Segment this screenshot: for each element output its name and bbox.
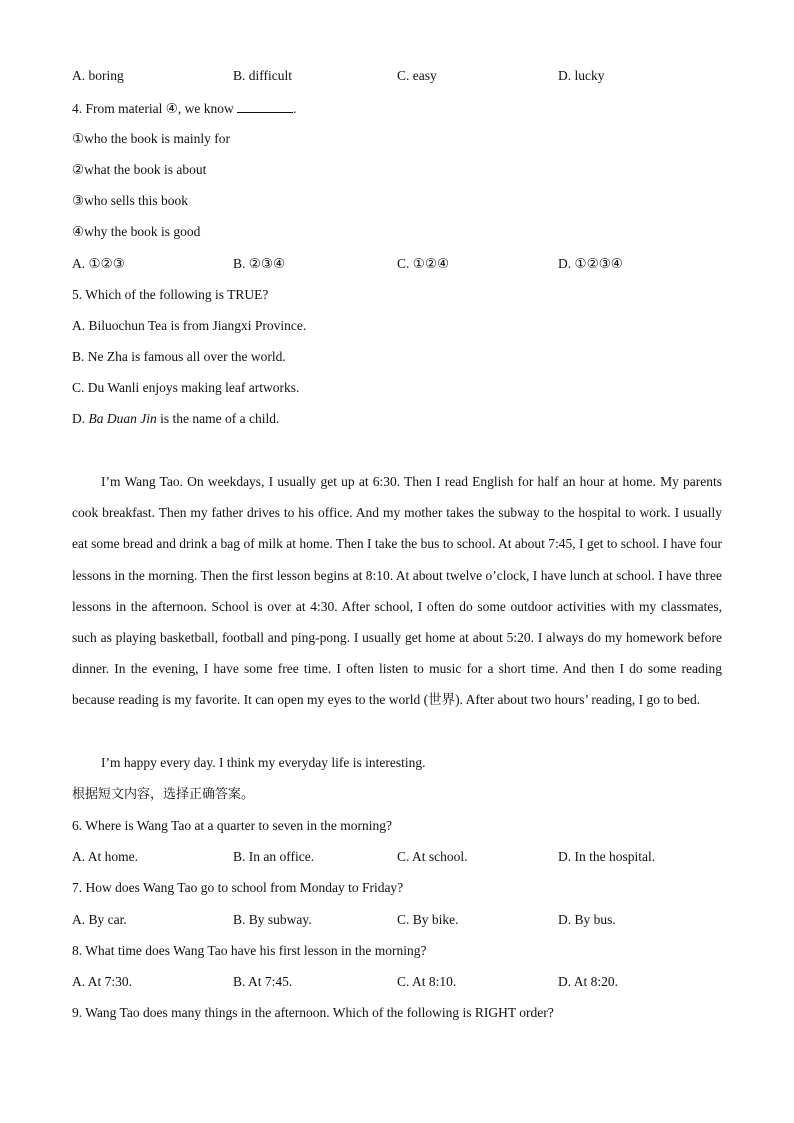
q5-option-a: A. Biluochun Tea is from Jiangxi Province. [72, 318, 307, 333]
q8-option-a: A. At 7:30. [72, 974, 133, 989]
q4-item-4: ④why the book is good [72, 224, 201, 239]
q6-option-d: D. In the hospital. [558, 849, 656, 864]
q4-option-c: C. ①②④ [397, 256, 450, 271]
q4-stem [72, 100, 296, 117]
q9-stem: 9. Wang Tao does many things in the afternoon. Which of the following is RIGHT order? [72, 1005, 554, 1020]
q4-item-2: ②what the book is about [72, 162, 207, 177]
q8-option-b: B. At 7:45. [233, 974, 293, 989]
answer-blank [237, 100, 293, 113]
q6-option-a: A. At home. [72, 849, 138, 864]
passage-paragraph-1: I’m Wang Tao. On weekdays, I usually get up at 6:30. Then I read English for half an hour at home. My parents cook breakfast. Then my father drives to his office. And my mother takes the subway to the hospital to work. I usually eat some bread and drink a bag of milk at home. Then I take the bus to school. At about 7:45, I get to school. I have four lessons in the morning. Then the first lesson begins at 8:10. At about twelve o’clock, I have lunch at school. I have three lessons in the afternoon. School is over at 4:30. After school, I often do some outdoor activities with my classmates, such as playing basketball, football and ping-pong. I usually get home at about 5:20. I always do my homework before dinner. In the evening, I have some free time. I often listen to music for a short time. And then I do some reading because reading is my favorite. It can open my eyes to the world (世界). After about two hours’ reading, I go to bed. [72, 474, 722, 708]
q3-option-c: C. easy [397, 68, 437, 83]
q4-stem-end: . [293, 101, 297, 116]
q6-option-c: C. At school. [397, 849, 468, 864]
q6-stem: 6. Where is Wang Tao at a quarter to seven in the morning? [72, 818, 392, 833]
q4-item-3: ③who sells this book [72, 193, 188, 208]
q8-option-c: C. At 8:10. [397, 974, 457, 989]
q5-stem: 5. Which of the following is TRUE? [72, 287, 269, 302]
q4-item-1: ①who the book is mainly for [72, 131, 230, 146]
q4-option-a: A. ①②③ [72, 256, 125, 271]
q5-option-d [72, 411, 279, 427]
q5-option-d-rest: is the name of a child. [156, 411, 280, 426]
q5-option-d-title: Ba Duan Jin [88, 411, 157, 426]
q4-option-b: B. ②③④ [233, 256, 286, 271]
instruction: 根据短文内容，选择正确答案。 [72, 787, 255, 802]
q4-option-d: D. ①②③④ [558, 256, 623, 271]
q7-option-d: D. By bus. [558, 912, 616, 927]
q5-option-b: B. Ne Zha is famous all over the world. [72, 349, 286, 364]
q3-option-a: A. boring [72, 68, 124, 83]
q7-option-b: B. By subway. [233, 912, 312, 927]
q7-stem: 7. How does Wang Tao go to school from Monday to Friday? [72, 880, 404, 895]
q3-option-b: B. difficult [233, 68, 292, 83]
q4-stem-text: 4. From material ④, we know [72, 101, 238, 116]
q5-option-c: C. Du Wanli enjoys making leaf artworks. [72, 380, 300, 395]
q3-option-d: D. lucky [558, 68, 605, 83]
q5-option-d-prefix: D. [72, 411, 89, 426]
q7-option-a: A. By car. [72, 912, 127, 927]
q6-option-b: B. In an office. [233, 849, 315, 864]
q8-option-d: D. At 8:20. [558, 974, 619, 989]
passage-paragraph-2: I’m happy every day. I think my everyday life is interesting. [101, 755, 426, 770]
q7-option-c: C. By bike. [397, 912, 459, 927]
q8-stem: 8. What time does Wang Tao have his first lesson in the morning? [72, 943, 427, 958]
